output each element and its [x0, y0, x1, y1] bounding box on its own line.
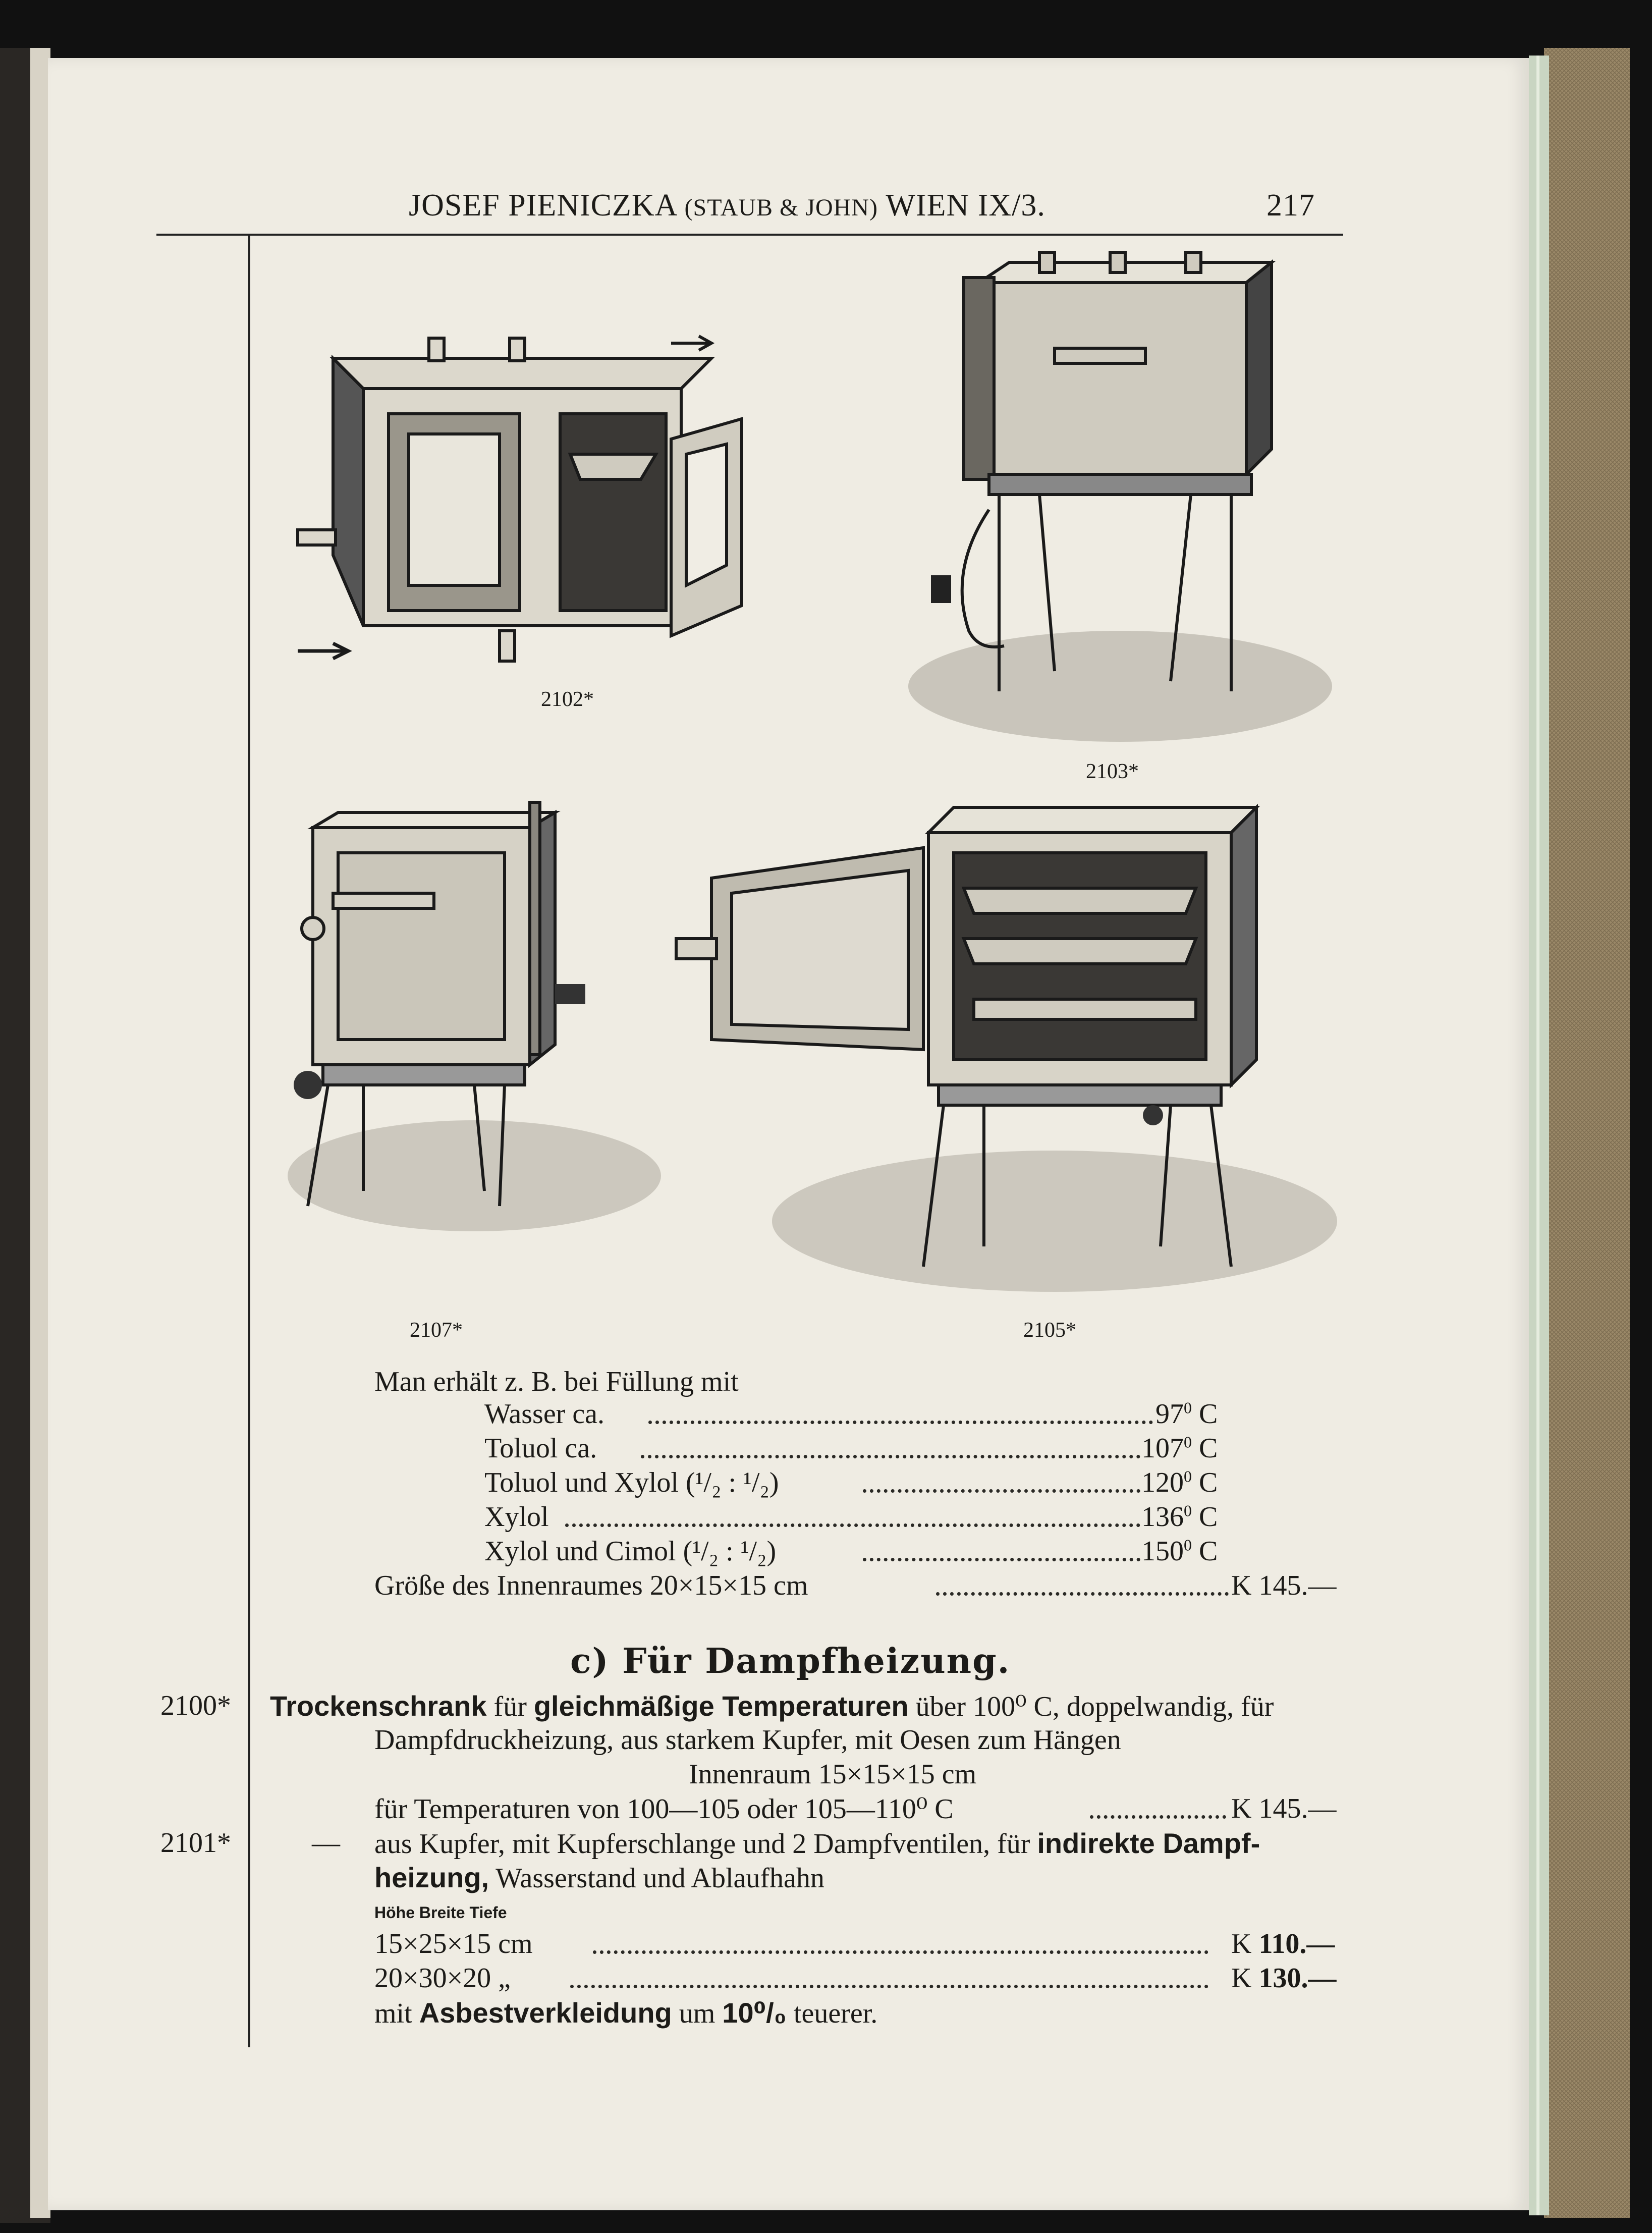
dim-height-label: Höhe: [374, 1903, 415, 1922]
interior-size-price: K 145.—: [1231, 1570, 1337, 1601]
header-rule: [156, 234, 1343, 236]
item-emphasis: gleichmäßige Temperaturen: [533, 1690, 909, 1722]
section-heading: c) Für Dampfheizung.: [570, 1641, 1011, 1681]
leader-dots: [1090, 1815, 1226, 1819]
item-2100-line2: Dampfdruckheizung, aus starkem Kupfer, mit Oesen zum Hängen: [374, 1724, 1121, 1756]
substance-label: Toluol und Xylol (¹/₂ : ¹/₂): [484, 1467, 779, 1498]
item-text: über 100⁰ C, doppelwandig, für: [915, 1691, 1274, 1722]
temperature-unit: C: [1199, 1501, 1218, 1533]
item-text: für: [493, 1691, 527, 1722]
leader-dots: [593, 1950, 1208, 1954]
dim-width-label: Breite: [419, 1903, 465, 1922]
size-label: 15×25×15 cm: [374, 1928, 533, 1959]
leader-dots: [648, 1421, 1153, 1424]
figure-caption-2103: 2103*: [1086, 760, 1139, 783]
item-emphasis: heizung,: [374, 1862, 489, 1893]
figure-2105-oven-open-door: [661, 787, 1378, 1297]
temperature-value: 136: [1141, 1501, 1184, 1533]
leader-dots: [570, 1985, 1208, 1988]
item-number-2100: 2100*: [160, 1690, 231, 1721]
temperature-value: 107: [1141, 1433, 1184, 1464]
leader-dots: [863, 1489, 1140, 1493]
filling-intro: Man erhält z. B. bei Füllung mit: [374, 1366, 739, 1397]
price-prefix: K: [1231, 1928, 1252, 1959]
leader-dots: [641, 1455, 1140, 1458]
surcharge-percent: 10⁰/₀: [722, 1997, 787, 2029]
substance-label: Xylol: [484, 1501, 549, 1533]
item-2100-price: K 145.—: [1231, 1793, 1337, 1824]
temperature-value: 120: [1141, 1467, 1184, 1498]
running-header: [409, 188, 1045, 224]
temperature-unit: C: [1199, 1467, 1218, 1498]
item-text: aus Kupfer, mit Kupferschlange und 2 Dampfventilen, für: [374, 1828, 1030, 1860]
item-2100-temperatures: für Temperaturen von 100—105 oder 105—110⁰ C: [374, 1793, 954, 1825]
dimension-headers: [374, 1903, 507, 1922]
price-prefix: K: [1231, 1963, 1252, 1994]
size-label: 20×30×20 „: [374, 1963, 511, 1994]
item-number-2101: 2101*: [160, 1827, 231, 1859]
item-2100-interior: Innenraum 15×15×15 cm: [689, 1759, 977, 1790]
figure-caption-2102: 2102*: [541, 688, 594, 711]
page-number: 217: [1266, 188, 1315, 223]
leader-dots: [565, 1523, 1140, 1527]
dim-depth-label: Tiefe: [469, 1903, 507, 1922]
substance-label: Xylol und Cimol (¹/₂ : ¹/₂): [484, 1536, 777, 1567]
firm-name: JOSEF PIENICZKA: [409, 188, 677, 223]
temperature-value: 97: [1155, 1398, 1184, 1430]
item-emphasis: Asbestverkleidung: [419, 1997, 672, 2029]
item-text: um: [679, 1998, 715, 2029]
figure-caption-2105: 2105*: [1023, 1319, 1076, 1342]
ditto-dash: —: [312, 1827, 340, 1859]
substance-label: Wasser ca.: [484, 1398, 605, 1430]
figure-2103-oven-on-stand: [888, 247, 1352, 757]
item-text: mit: [374, 1998, 412, 2029]
substance-label: Toluol ca.: [484, 1433, 597, 1464]
item-text: Wasserstand und Ablaufhahn: [495, 1863, 824, 1894]
temperature-unit: C: [1199, 1398, 1218, 1430]
figure-2107-oven-on-stand: [283, 792, 676, 1236]
leader-dots: [863, 1558, 1140, 1561]
temperature-unit: C: [1199, 1536, 1218, 1567]
temperature-unit: C: [1199, 1433, 1218, 1464]
temperature-value: 150: [1141, 1536, 1184, 1567]
firm-partners: (STAUB & JOHN): [684, 194, 878, 221]
book-cover-edge: [1544, 48, 1630, 2218]
item-2100-line1: [270, 1690, 1274, 1723]
firm-location: WIEN IX/3.: [886, 188, 1045, 223]
item-2101-line2: [374, 1861, 824, 1894]
figure-2102-oven: [278, 303, 782, 686]
asbestos-note: [374, 1996, 877, 2030]
price-value: 110.—: [1258, 1928, 1335, 1959]
leader-dots: [936, 1592, 1229, 1596]
margin-rule: [248, 236, 250, 2047]
price-value: 130.—: [1258, 1963, 1337, 1994]
figure-caption-2107: 2107*: [410, 1319, 463, 1342]
interior-size-label: Größe des Innenraumes 20×15×15 cm: [374, 1570, 808, 1601]
item-2101-line1: [374, 1827, 1260, 1860]
item-title: Trockenschrank: [270, 1690, 487, 1722]
item-text: teuerer.: [793, 1998, 878, 2029]
item-emphasis: indirekte Dampf-: [1037, 1827, 1260, 1859]
